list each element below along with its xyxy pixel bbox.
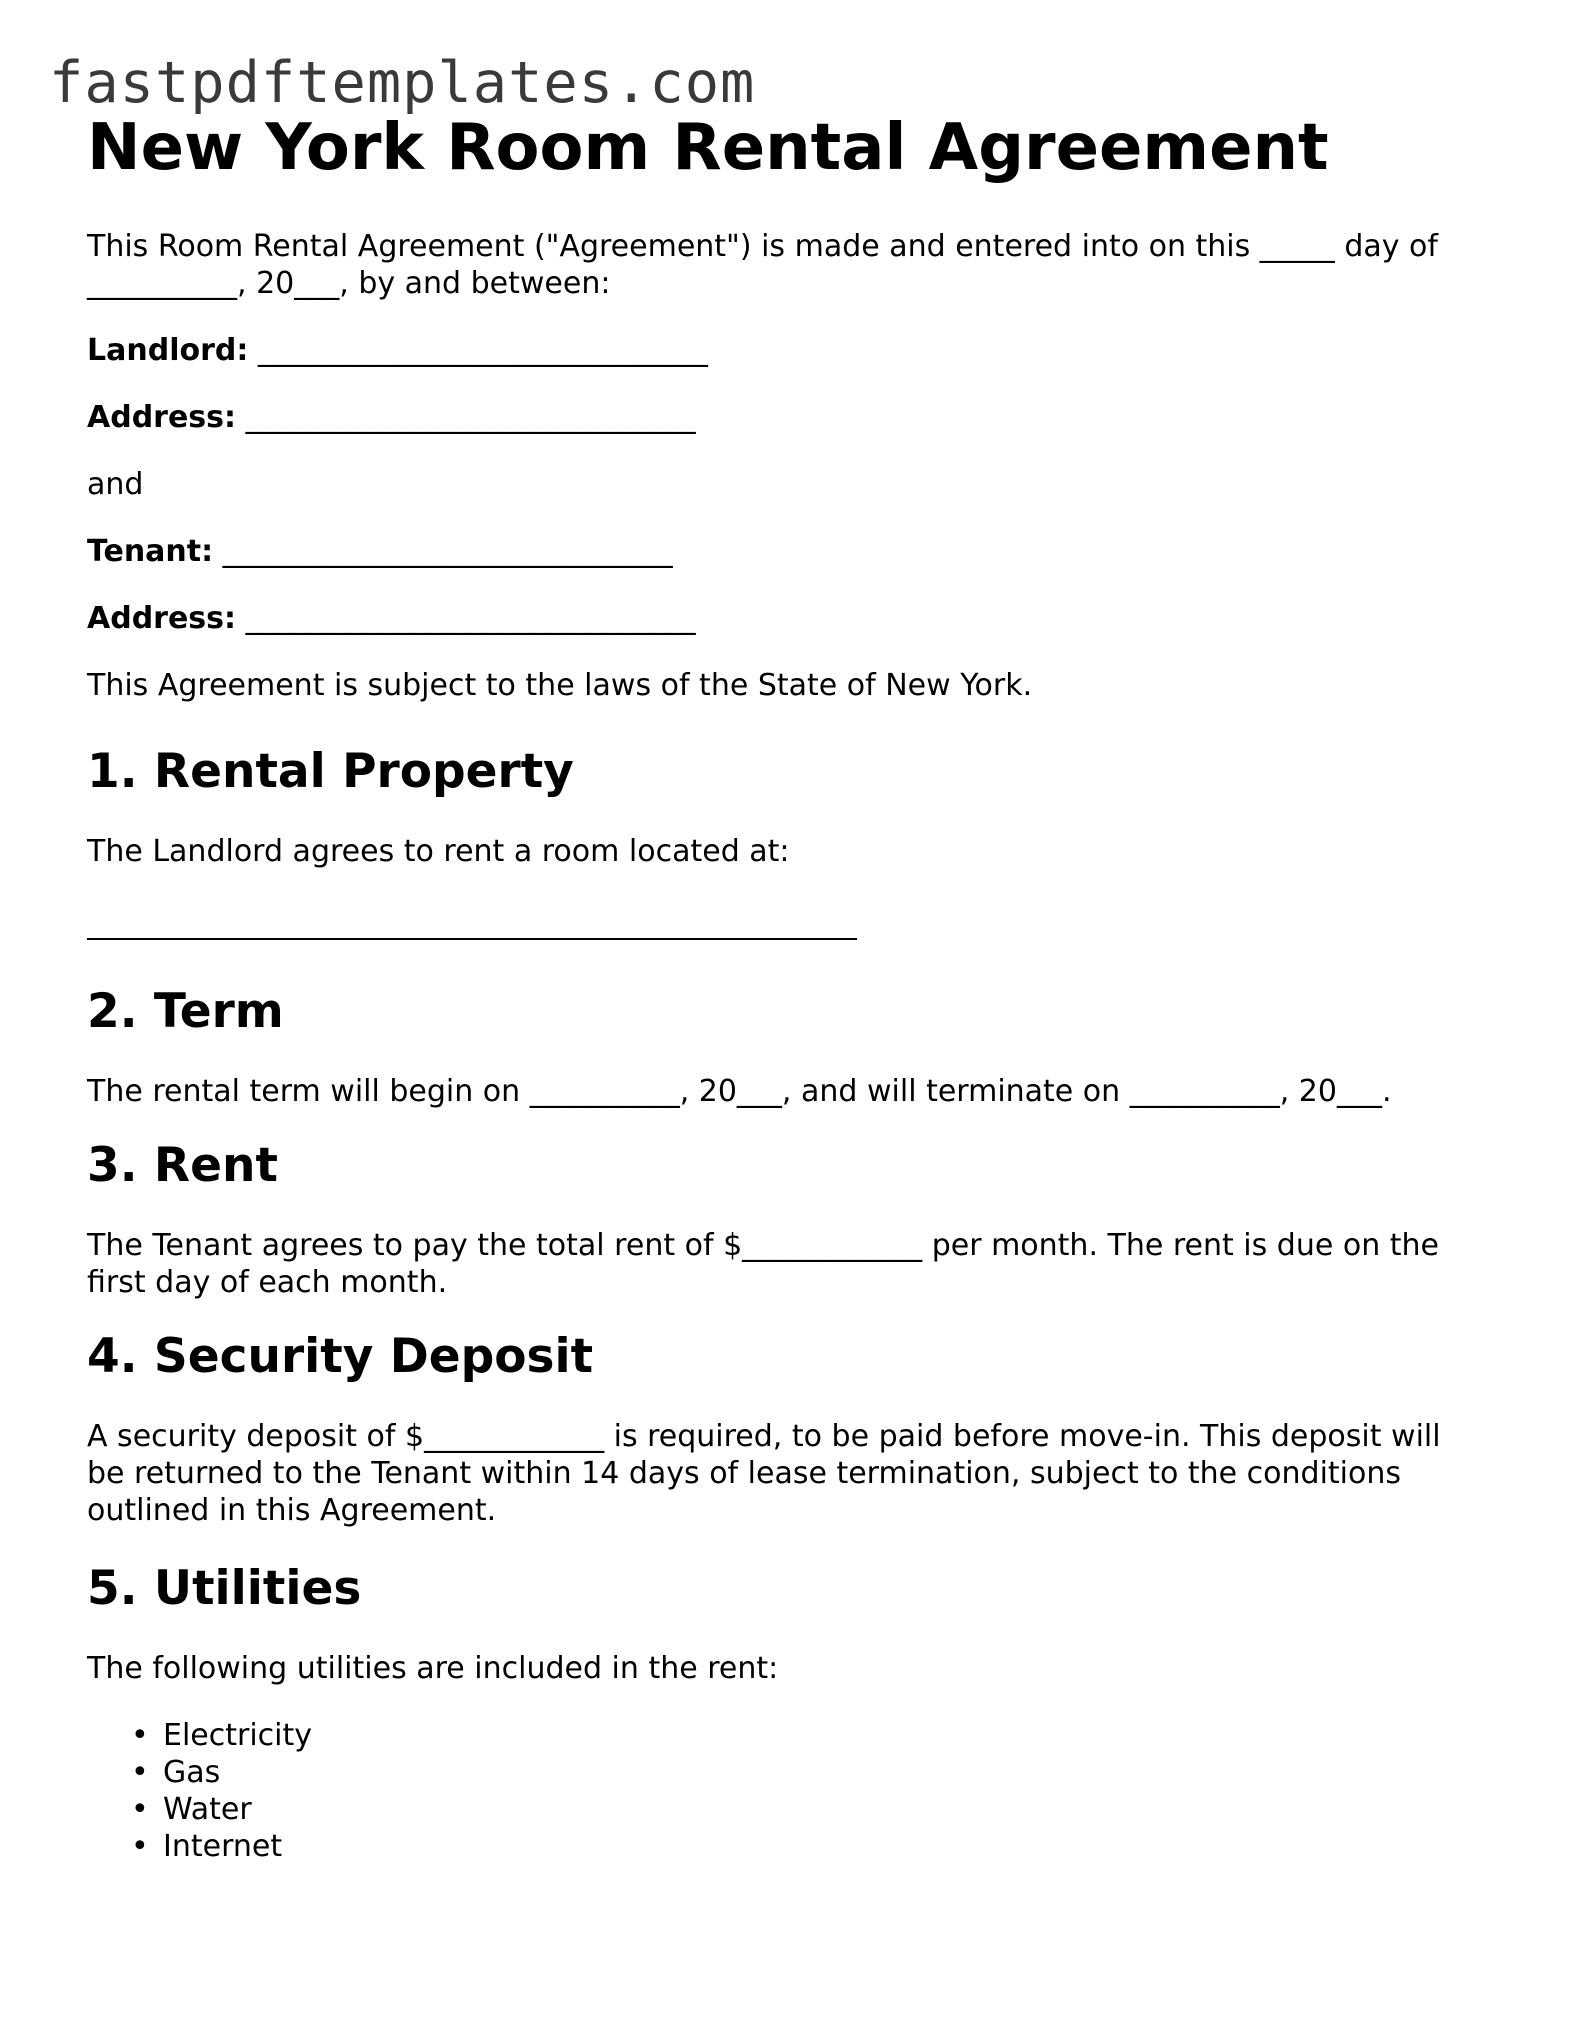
landlord-blank[interactable]: ______________________________ — [257, 333, 708, 368]
landlord-address-label: Address: — [87, 400, 237, 435]
tenant-address-field — [87, 600, 1487, 637]
section-heading-term: 2. Term — [87, 984, 284, 1039]
tenant-label: Tenant: — [87, 534, 214, 569]
utility-water: Water — [163, 1792, 252, 1827]
bullet-icon: • — [131, 1755, 149, 1790]
list-item — [131, 1754, 1487, 1791]
utility-electricity: Electricity — [163, 1718, 313, 1753]
section-heading-utilities: 5. Utilities — [87, 1561, 362, 1616]
tenant-blank[interactable]: ______________________________ — [222, 534, 673, 569]
rent-text: The Tenant agrees to pay the total rent of $____________ per month. The rent is due on the first day of each month. — [87, 1228, 1439, 1300]
list-item — [131, 1828, 1487, 1865]
utility-internet: Internet — [163, 1829, 283, 1864]
rental-property-text: The Landlord agrees to rent a room located at: — [87, 834, 790, 869]
governing-law-text: This Agreement is subject to the laws of the State of New York. — [87, 668, 1033, 703]
section-heading-security-deposit: 4. Security Deposit — [87, 1329, 594, 1384]
intro-paragraph: This Room Rental Agreement ("Agreement") is made and entered into on this _____ day of __________, 20___, by and between: — [87, 229, 1438, 301]
bullet-icon: • — [131, 1829, 149, 1864]
bullet-icon: • — [131, 1718, 149, 1753]
bullet-icon: • — [131, 1792, 149, 1827]
landlord-address-field — [87, 399, 1487, 436]
term-text: The rental term will begin on __________, 20___, and will terminate on __________, 20___. — [87, 1074, 1392, 1109]
property-address-blank[interactable] — [87, 938, 857, 940]
utilities-text: The following utilities are included in the rent: — [87, 1651, 779, 1686]
watermark: fastpdftemplates.com — [49, 50, 756, 116]
list-item — [131, 1791, 1487, 1828]
landlord-address-blank[interactable]: ______________________________ — [245, 400, 696, 435]
tenant-address-label: Address: — [87, 601, 237, 636]
tenant-address-blank[interactable]: ______________________________ — [245, 601, 696, 636]
section-heading-rental-property: 1. Rental Property — [87, 744, 574, 799]
list-item — [131, 1717, 1487, 1754]
document-page — [87, 106, 1487, 1865]
utilities-list — [87, 1717, 1487, 1865]
utility-gas: Gas — [163, 1755, 221, 1790]
document-title: New York Room Rental Agreement — [87, 111, 1329, 185]
section-heading-rent: 3. Rent — [87, 1138, 278, 1193]
landlord-field — [87, 332, 1487, 369]
and-text: and — [87, 467, 144, 502]
security-deposit-text: A security deposit of $____________ is required, to be paid before move-in. This deposit will be returned to the Tenant within 14 days of lease termination, subject to the conditions outlined in this Agreement. — [87, 1419, 1441, 1528]
tenant-field — [87, 533, 1487, 570]
landlord-label: Landlord: — [87, 333, 249, 368]
